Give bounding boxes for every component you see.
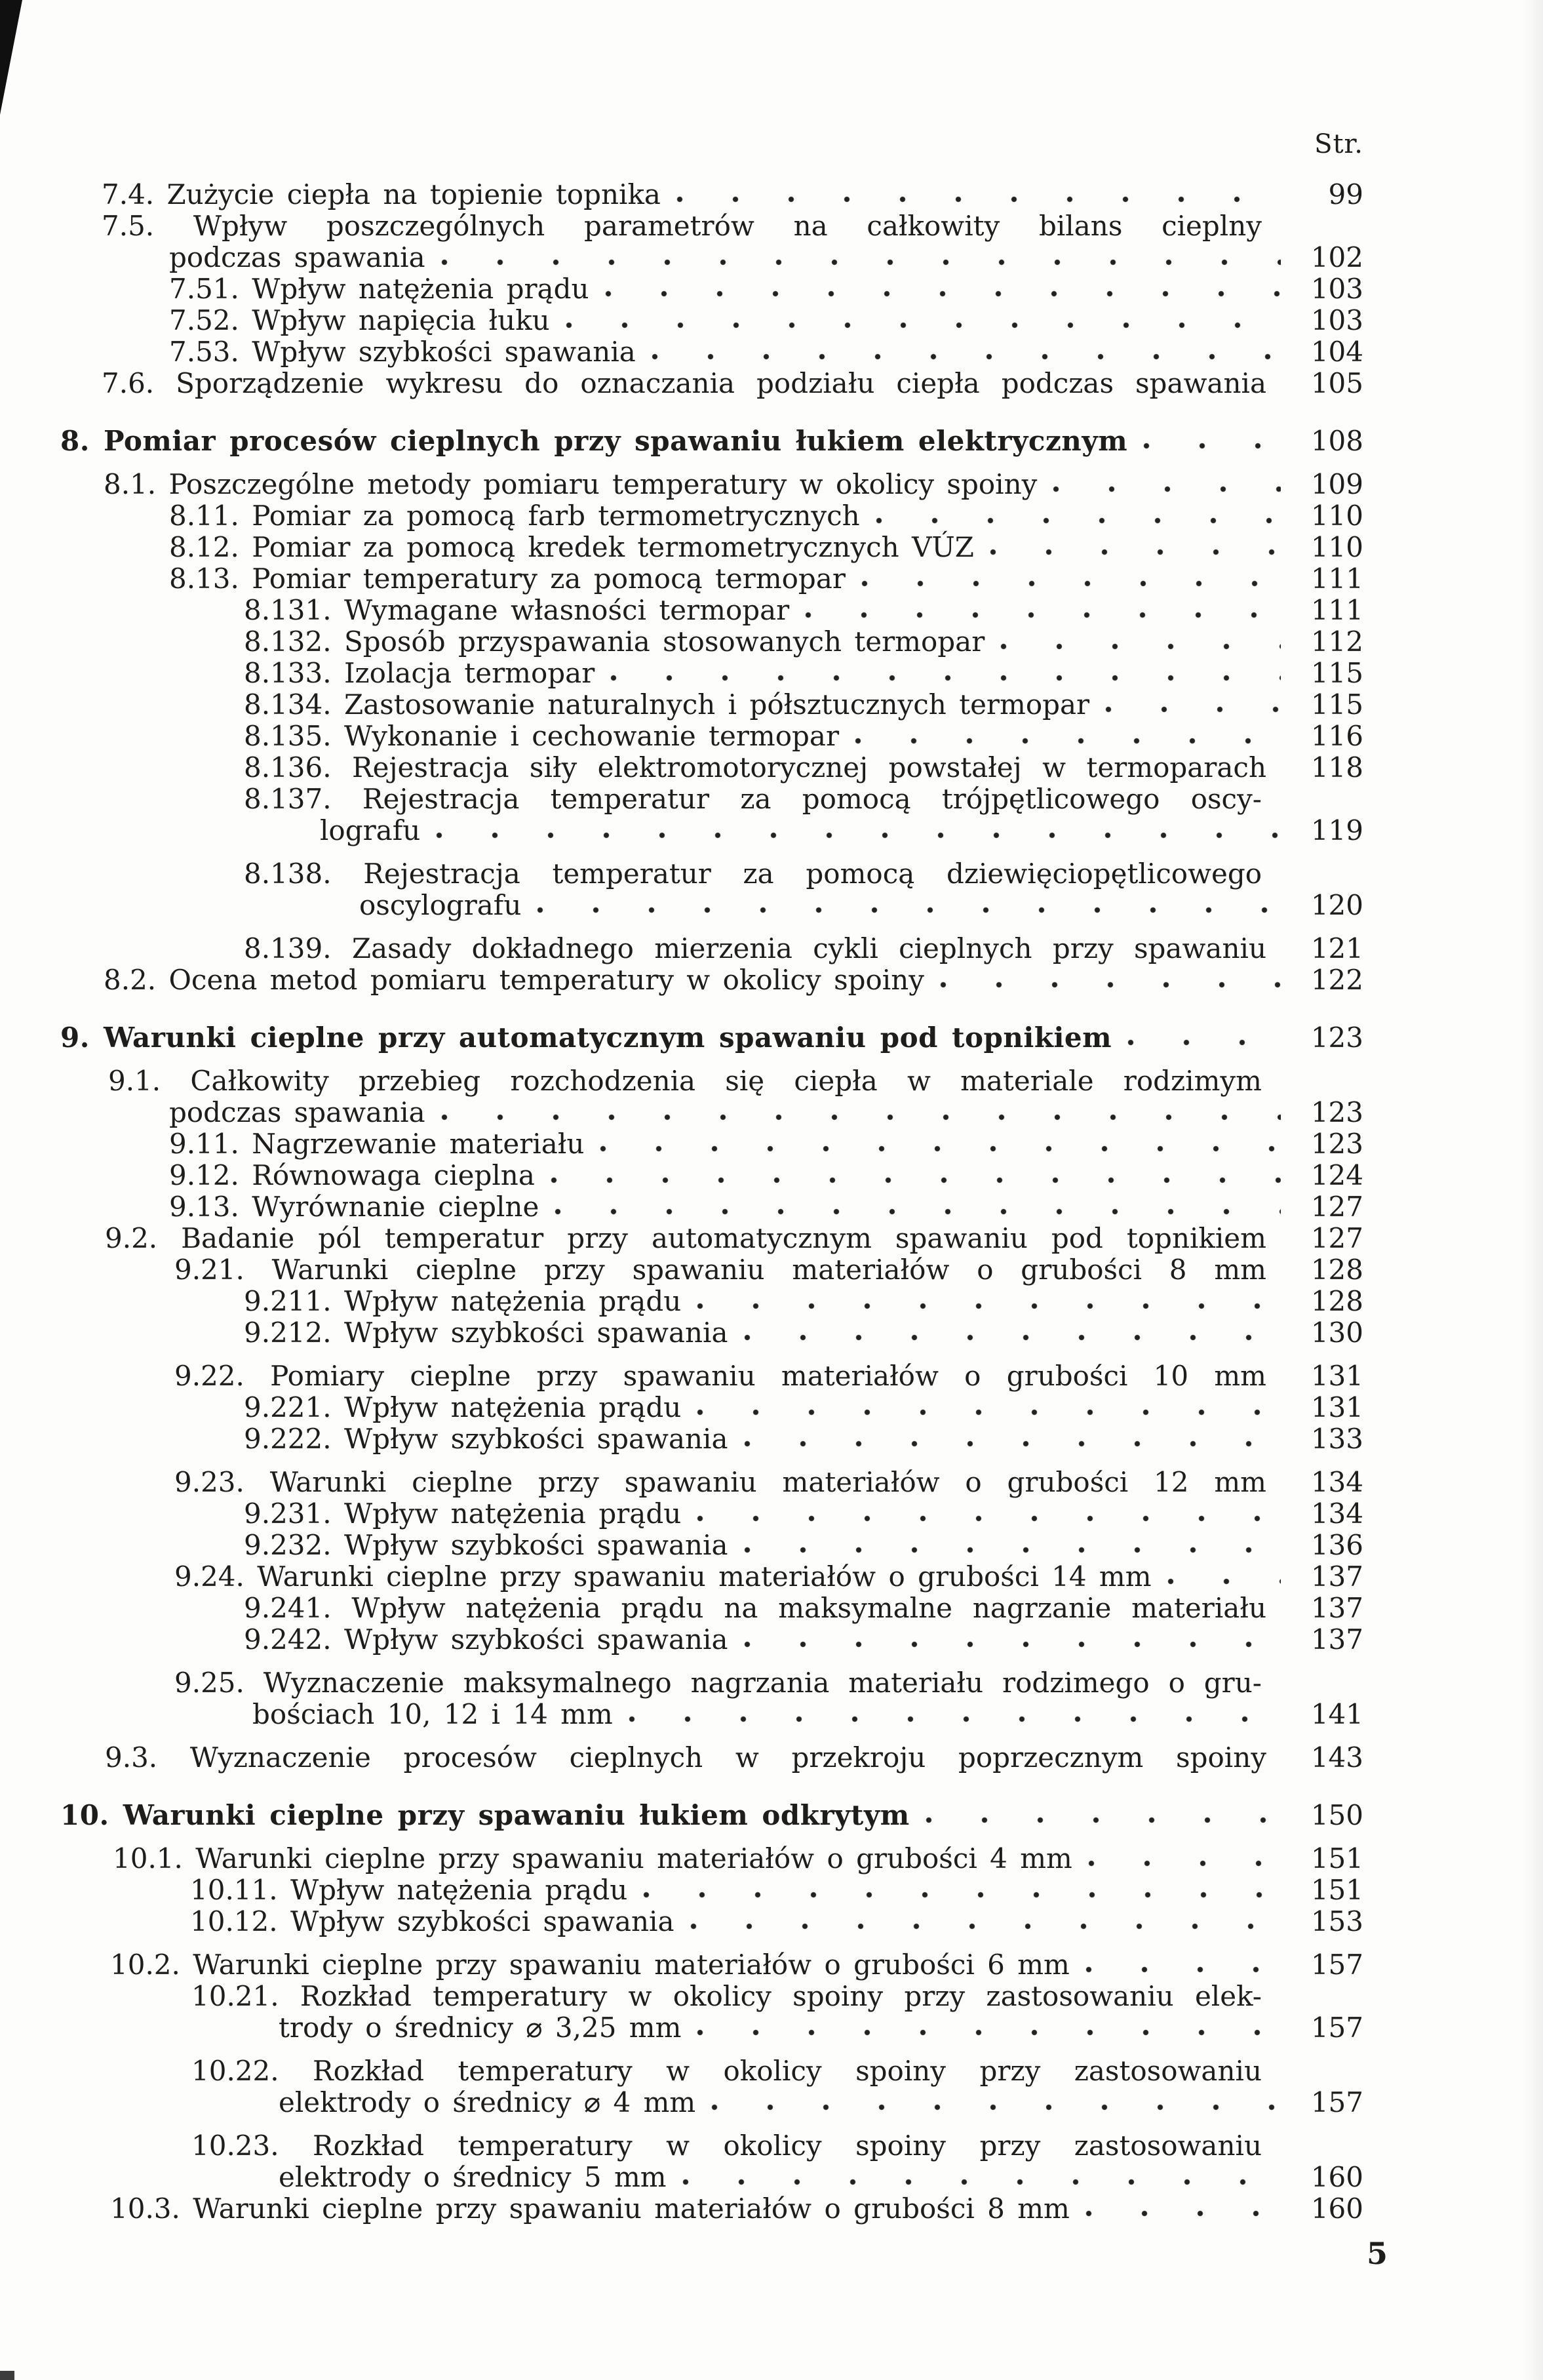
scan-bottom-artifact bbox=[0, 2371, 14, 2380]
page-column-header: Str. bbox=[1314, 129, 1363, 159]
dot-leader bbox=[855, 736, 1281, 746]
dot-leader bbox=[744, 1438, 1281, 1449]
toc-entry bbox=[0, 752, 1363, 783]
toc-entry-text: 9.2. Badanie pól temperatur przy automatycznym spawaniu pod topnikiem bbox=[105, 1222, 1266, 1254]
toc-entry bbox=[0, 1593, 1363, 1624]
toc-entry-page: 157 bbox=[1310, 2012, 1363, 2044]
toc-entry-text: bościach 10, 12 i 14 mm bbox=[252, 1698, 613, 1730]
toc-entry-text: 9.211. Wpływ natężenia prądu bbox=[244, 1285, 682, 1317]
toc-entry bbox=[0, 658, 1363, 689]
toc-entry bbox=[0, 305, 1363, 336]
dot-leader bbox=[690, 1921, 1281, 1932]
toc-entry-text: 9.222. Wpływ szybkości spawania bbox=[244, 1423, 728, 1455]
dot-leader bbox=[1167, 1576, 1281, 1587]
toc-entry-text: 10.21. Rozkład temperatury w okolicy spoiny przy zastosowaniu elek- bbox=[191, 1980, 1262, 2012]
dot-leader bbox=[1127, 1037, 1281, 1048]
toc-entry-page: 160 bbox=[1310, 2192, 1363, 2225]
toc-entry bbox=[0, 858, 1363, 890]
toc-entry-text: 9.22. Pomiary cieplne przy spawaniu materiałów o grubości 10 mm bbox=[174, 1360, 1266, 1392]
toc-entry bbox=[0, 1906, 1363, 1937]
toc-entry-text: 8.13. Pomiar temperatury za pomocą termopar bbox=[169, 563, 846, 595]
toc-entry-page: 137 bbox=[1310, 1560, 1363, 1593]
toc-entry-page: 123 bbox=[1310, 1021, 1363, 1054]
toc-entry bbox=[0, 210, 1363, 242]
toc-entry bbox=[0, 1498, 1363, 1530]
toc-entry bbox=[0, 1949, 1363, 1981]
toc-entry-page: 153 bbox=[1310, 1905, 1363, 1937]
section-heading bbox=[0, 426, 1363, 457]
toc-entry bbox=[0, 2087, 1363, 2118]
toc-entry-text: 9.25. Wyznaczenie maksymalnego nagrzania materiału rodzimego o gru- bbox=[174, 1667, 1262, 1699]
dot-leader bbox=[537, 905, 1281, 915]
toc-entry bbox=[0, 500, 1363, 532]
toc-entry bbox=[0, 783, 1363, 815]
toc-entry-text: 10.1. Warunki cieplne przy spawaniu materiałów o grubości 4 mm bbox=[113, 1842, 1072, 1874]
dot-leader bbox=[555, 1206, 1281, 1217]
toc-entry-page: 122 bbox=[1310, 964, 1363, 996]
dot-leader bbox=[1085, 1964, 1281, 1975]
toc-entry-text: 9.24. Warunki cieplne przy spawaniu materiałów o grubości 14 mm bbox=[174, 1560, 1152, 1593]
dot-leader bbox=[441, 1112, 1281, 1122]
toc-entry-text: 9.12. Równowaga cieplna bbox=[169, 1159, 535, 1191]
toc-entry-text: 8. Pomiar procesów cieplnych przy spawaniu łukiem elektrycznym bbox=[60, 425, 1128, 457]
toc-entry bbox=[0, 532, 1363, 563]
dot-leader bbox=[1085, 2208, 1281, 2219]
toc-entry bbox=[0, 721, 1363, 752]
toc-entry bbox=[0, 1843, 1363, 1874]
toc-entry bbox=[0, 1392, 1363, 1423]
toc-entry-text: podczas spawania bbox=[169, 1096, 425, 1128]
toc-entry-text: 8.131. Wymagane własności termopar bbox=[244, 594, 790, 626]
dot-leader bbox=[697, 1513, 1281, 1524]
dot-leader bbox=[697, 1407, 1281, 1418]
toc-entry bbox=[0, 273, 1363, 305]
toc-entry bbox=[0, 1128, 1363, 1160]
toc-entry-page: 131 bbox=[1310, 1391, 1363, 1423]
toc-entry-text: 9.241. Wpływ natężenia prądu na maksymalne nagrzanie materiału bbox=[244, 1592, 1266, 1624]
toc-entry bbox=[0, 1561, 1363, 1593]
toc-entry-text: 7.51. Wpływ natężenia prądu bbox=[169, 273, 589, 305]
toc-entry-page: 111 bbox=[1310, 594, 1363, 626]
dot-leader bbox=[744, 1639, 1281, 1650]
toc-entry-page: 110 bbox=[1310, 531, 1363, 563]
toc-entry bbox=[0, 2012, 1363, 2044]
toc-entry-text: 10.12. Wpływ szybkości spawania bbox=[190, 1905, 674, 1937]
toc-entry-text: 8.138. Rejestracja temperatur za pomocą dziewięciopętlicowego bbox=[244, 858, 1262, 890]
toc-entry-text: lografu bbox=[320, 814, 421, 846]
dot-leader bbox=[566, 320, 1281, 330]
toc-entry-text: 9. Warunki cieplne przy automatycznym spawaniu pod topnikiem bbox=[60, 1021, 1112, 1054]
dot-leader bbox=[605, 288, 1281, 299]
dot-leader bbox=[1105, 704, 1281, 715]
toc-entry-text: 9.21. Warunki cieplne przy spawaniu materiałów o grubości 8 mm bbox=[174, 1254, 1266, 1286]
toc-entry-text: 8.2. Ocena metod pomiaru temperatury w okolicy spoiny bbox=[104, 964, 925, 996]
toc-entry-text: trody o średnicy ⌀ 3,25 mm bbox=[279, 2012, 682, 2044]
toc-entry-page: 124 bbox=[1310, 1159, 1363, 1191]
toc-entry bbox=[0, 626, 1363, 658]
table-of-contents bbox=[0, 179, 1363, 2225]
dot-leader bbox=[436, 830, 1281, 841]
page-number-footer: 5 bbox=[1366, 2236, 1388, 2271]
toc-entry-text: 8.11. Pomiar za pomocą farb termometrycznych bbox=[169, 500, 860, 532]
toc-entry-page: 110 bbox=[1310, 500, 1363, 532]
toc-entry bbox=[0, 1667, 1363, 1699]
dot-leader bbox=[1088, 1858, 1281, 1869]
toc-entry-text: 9.242. Wpływ szybkości spawania bbox=[244, 1623, 728, 1656]
dot-leader bbox=[805, 610, 1281, 620]
toc-entry-page: 112 bbox=[1310, 625, 1363, 658]
toc-entry bbox=[0, 933, 1363, 964]
toc-entry bbox=[0, 469, 1363, 500]
toc-entry-text: elektrody o średnicy 5 mm bbox=[279, 2161, 667, 2193]
toc-entry-page: 157 bbox=[1310, 2086, 1363, 2118]
toc-entry bbox=[0, 1160, 1363, 1191]
toc-entry-text: 10.2. Warunki cieplne przy spawaniu materiałów o grubości 6 mm bbox=[110, 1949, 1070, 1981]
toc-entry bbox=[0, 179, 1363, 210]
toc-entry-page: 115 bbox=[1310, 688, 1363, 721]
toc-entry bbox=[0, 1624, 1363, 1656]
toc-entry-text: 8.135. Wykonanie i cechowanie termopar bbox=[244, 720, 840, 752]
dot-leader bbox=[652, 351, 1281, 362]
dot-leader bbox=[682, 2177, 1281, 2187]
toc-entry bbox=[0, 563, 1363, 595]
toc-entry bbox=[0, 1467, 1363, 1498]
toc-entry bbox=[0, 1981, 1363, 2012]
dot-leader bbox=[940, 980, 1281, 990]
toc-entry bbox=[0, 1874, 1363, 1906]
dot-leader bbox=[1000, 641, 1281, 652]
toc-entry-text: oscylografu bbox=[359, 889, 522, 921]
dot-leader bbox=[600, 1143, 1281, 1154]
toc-entry-text: 10.23. Rozkład temperatury w okolicy spoiny przy zastosowaniu bbox=[191, 2130, 1262, 2162]
toc-entry bbox=[0, 1742, 1363, 1774]
toc-entry-page: 105 bbox=[1310, 367, 1363, 399]
toc-entry-page: 151 bbox=[1310, 1842, 1363, 1874]
toc-entry-text: 10.11. Wpływ natężenia prądu bbox=[190, 1874, 628, 1906]
toc-entry-page: 134 bbox=[1310, 1466, 1363, 1498]
toc-entry-page: 103 bbox=[1310, 273, 1363, 305]
toc-entry-page: 157 bbox=[1310, 1949, 1363, 1981]
dot-leader bbox=[697, 1301, 1281, 1311]
toc-entry-text: 9.212. Wpływ szybkości spawania bbox=[244, 1317, 728, 1349]
toc-entry-page: 134 bbox=[1310, 1497, 1363, 1530]
toc-entry-text: 9.231. Wpływ natężenia prądu bbox=[244, 1497, 682, 1530]
toc-entry bbox=[0, 1699, 1363, 1730]
toc-entry-page: 136 bbox=[1310, 1529, 1363, 1561]
toc-entry-page: 131 bbox=[1310, 1360, 1363, 1392]
toc-entry-page: 137 bbox=[1310, 1623, 1363, 1656]
toc-entry-page: 137 bbox=[1310, 1592, 1363, 1624]
toc-entry-page: 119 bbox=[1310, 814, 1363, 846]
toc-entry-text: 9.221. Wpływ natężenia prądu bbox=[244, 1391, 682, 1423]
dot-leader bbox=[629, 1714, 1281, 1724]
toc-entry-page: 104 bbox=[1310, 336, 1363, 368]
toc-entry-page: 127 bbox=[1310, 1222, 1363, 1254]
toc-entry bbox=[0, 2055, 1363, 2087]
toc-entry bbox=[0, 1223, 1363, 1254]
toc-entry bbox=[0, 964, 1363, 996]
dot-leader bbox=[643, 1890, 1281, 1900]
toc-entry bbox=[0, 815, 1363, 846]
dot-leader bbox=[697, 2027, 1281, 2038]
toc-entry-page: 115 bbox=[1310, 657, 1363, 689]
toc-entry bbox=[0, 2130, 1363, 2162]
toc-entry bbox=[0, 890, 1363, 921]
toc-entry-page: 141 bbox=[1310, 1698, 1363, 1730]
toc-entry-page: 133 bbox=[1310, 1423, 1363, 1455]
toc-entry-page: 109 bbox=[1310, 468, 1363, 500]
toc-entry-page: 151 bbox=[1310, 1874, 1363, 1906]
dot-leader bbox=[551, 1175, 1281, 1185]
toc-entry-page: 127 bbox=[1310, 1191, 1363, 1223]
toc-entry bbox=[0, 2193, 1363, 2225]
dot-leader bbox=[441, 257, 1281, 268]
toc-entry bbox=[0, 368, 1363, 399]
toc-entry-page: 111 bbox=[1310, 563, 1363, 595]
toc-entry-page: 123 bbox=[1310, 1128, 1363, 1160]
toc-entry bbox=[0, 1317, 1363, 1349]
toc-entry bbox=[0, 1191, 1363, 1223]
toc-entry-text: 7.6. Sporządzenie wykresu do oznaczania podziału ciepła podczas spawania bbox=[102, 367, 1266, 399]
toc-entry-page: 160 bbox=[1310, 2161, 1363, 2193]
toc-entry-page: 120 bbox=[1310, 889, 1363, 921]
toc-entry-text: 7.53. Wpływ szybkości spawania bbox=[169, 336, 636, 368]
toc-entry-text: 8.12. Pomiar za pomocą kredek termometrycznych VÚZ bbox=[169, 531, 974, 563]
toc-entry-text: 7.52. Wpływ napięcia łuku bbox=[169, 304, 550, 336]
section-heading bbox=[0, 1800, 1363, 1831]
dot-leader bbox=[676, 194, 1281, 205]
toc-entry bbox=[0, 1423, 1363, 1455]
toc-entry-text: 8.137. Rejestracja temperatur za pomocą trójpętlicowego oscy- bbox=[244, 783, 1262, 815]
toc-entry-text: 9.11. Nagrzewanie materiału bbox=[169, 1128, 585, 1160]
toc-entry bbox=[0, 242, 1363, 273]
toc-entry-text: 10. Warunki cieplne przy spawaniu łukiem odkrytym bbox=[60, 1799, 910, 1831]
toc-entry-text: 8.134. Zastosowanie naturalnych i półsztucznych termopar bbox=[244, 688, 1090, 721]
toc-entry-page: 130 bbox=[1310, 1317, 1363, 1349]
toc-entry-text: 9.1. Całkowity przebieg rozchodzenia się ciepła w materiale rodzimym bbox=[108, 1065, 1262, 1097]
toc-entry-text: 8.132. Sposób przyspawania stosowanych termopar bbox=[244, 625, 985, 658]
toc-entry-text: 9.23. Warunki cieplne przy spawaniu materiałów o grubości 12 mm bbox=[174, 1466, 1266, 1498]
dot-leader bbox=[926, 1815, 1281, 1825]
toc-entry-text: 9.3. Wyznaczenie procesów cieplnych w przekroju poprzecznym spoiny bbox=[105, 1741, 1266, 1774]
toc-entry-text: 9.13. Wyrównanie cieplne bbox=[169, 1191, 539, 1223]
toc-entry bbox=[0, 1065, 1363, 1097]
dot-leader bbox=[744, 1332, 1281, 1343]
dot-leader bbox=[744, 1545, 1281, 1555]
toc-entry-text: elektrody o średnicy ⌀ 4 mm bbox=[279, 2086, 696, 2118]
section-heading bbox=[0, 1022, 1363, 1054]
toc-entry-page: 123 bbox=[1310, 1096, 1363, 1128]
toc-entry bbox=[0, 1530, 1363, 1561]
dot-leader bbox=[610, 673, 1281, 683]
toc-entry-text: 8.139. Zasady dokładnego mierzenia cykli cieplnych przy spawaniu bbox=[244, 932, 1266, 964]
dot-leader bbox=[990, 547, 1281, 557]
toc-entry-page: 102 bbox=[1310, 241, 1363, 273]
dot-leader bbox=[1053, 484, 1281, 494]
toc-entry bbox=[0, 1097, 1363, 1128]
toc-entry bbox=[0, 336, 1363, 368]
toc-entry-text: podczas spawania bbox=[169, 241, 425, 273]
toc-entry bbox=[0, 1286, 1363, 1317]
toc-entry-page: 128 bbox=[1310, 1285, 1363, 1317]
toc-entry-text: 9.232. Wpływ szybkości spawania bbox=[244, 1529, 728, 1561]
toc-entry-page: 116 bbox=[1310, 720, 1363, 752]
toc-entry-page: 150 bbox=[1310, 1799, 1363, 1831]
toc-entry-text: 8.133. Izolacja termopar bbox=[244, 657, 595, 689]
toc-entry-page: 103 bbox=[1310, 304, 1363, 336]
toc-entry-text: 7.5. Wpływ poszczególnych parametrów na całkowity bilans cieplny bbox=[102, 210, 1262, 242]
dot-leader bbox=[1143, 441, 1281, 451]
toc-entry-page: 128 bbox=[1310, 1254, 1363, 1286]
dot-leader bbox=[861, 578, 1281, 589]
toc-entry-text: 10.22. Rozkład temperatury w okolicy spoiny przy zastosowaniu bbox=[191, 2055, 1262, 2087]
toc-entry-text: 8.1. Poszczególne metody pomiaru temperatury w okolicy spoiny bbox=[104, 468, 1038, 500]
toc-entry bbox=[0, 2162, 1363, 2193]
toc-entry-page: 143 bbox=[1310, 1741, 1363, 1774]
toc-entry-page: 121 bbox=[1310, 932, 1363, 964]
toc-entry-page: 99 bbox=[1328, 178, 1363, 210]
toc-entry-text: 7.4. Zużycie ciepła na topienie topnika bbox=[102, 178, 661, 210]
toc-entry-page: 118 bbox=[1310, 751, 1363, 783]
toc-entry bbox=[0, 595, 1363, 626]
toc-entry bbox=[0, 1360, 1363, 1392]
toc-entry-text: 8.136. Rejestracja siły elektromotorycznej powstałej w termoparach bbox=[244, 751, 1266, 783]
toc-entry-text: 10.3. Warunki cieplne przy spawaniu materiałów o grubości 8 mm bbox=[110, 2192, 1070, 2225]
dot-leader bbox=[711, 2102, 1281, 2112]
toc-entry bbox=[0, 689, 1363, 721]
dot-leader bbox=[876, 515, 1281, 526]
toc-entry bbox=[0, 1254, 1363, 1286]
toc-entry-page: 108 bbox=[1310, 425, 1363, 457]
